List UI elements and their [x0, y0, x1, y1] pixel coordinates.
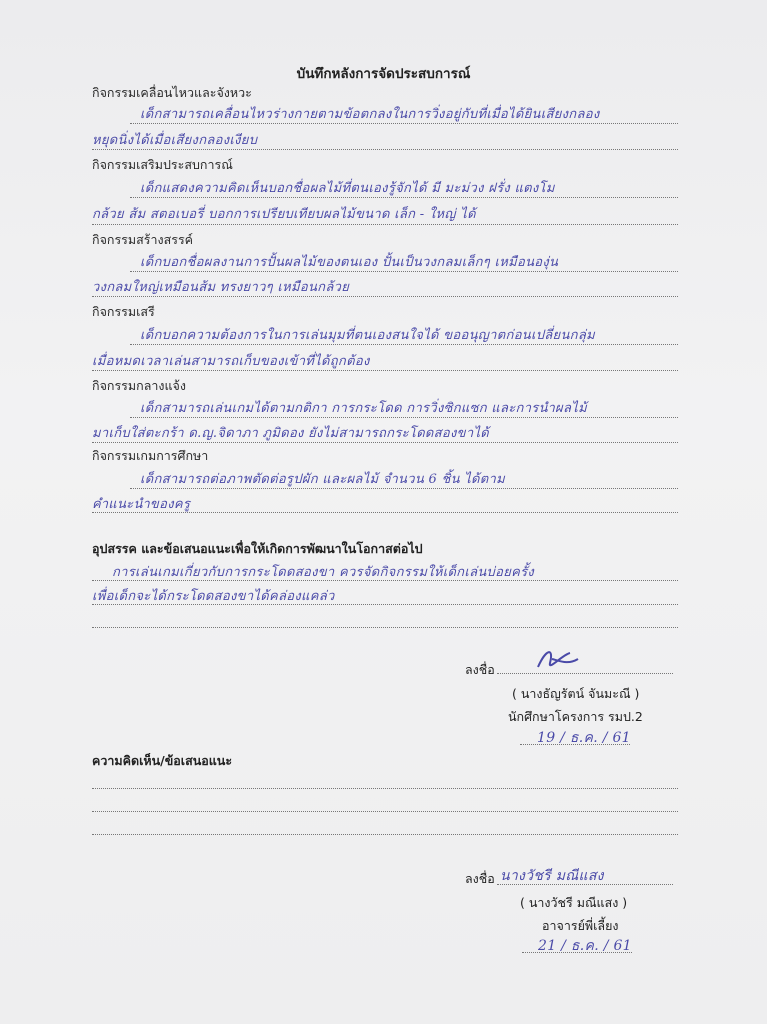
dotted-line — [92, 512, 678, 513]
dotted-line — [92, 370, 678, 371]
section-line: เด็กสามารถเคลื่อนไหวร่างกายตามข้อตกลงในการวิ่งอยู่กับที่เมื่อได้ยินเสียงกลอง — [140, 107, 600, 122]
dotted-line — [130, 271, 678, 272]
obstacles-line: การเล่นเกมเกี่ยวกับการกระโดดสองขา ควรจัดกิจกรรมให้เด็กเล่นบ่อยครั้ง — [112, 565, 535, 580]
section-line: วงกลมใหญ่เหมือนส้ม ทรงยาวๆ เหมือนกล้วย — [92, 280, 350, 295]
dotted-line — [92, 296, 678, 297]
section-line: เด็กบอกชื่อผลงานการปั้นผลไม้ของตนเอง ปั้นเป็นวงกลมเล็กๆ เหมือนองุ่น — [140, 255, 559, 270]
section-heading-movement: กิจกรรมเคลื่อนไหวและจังหวะ — [92, 85, 252, 100]
dotted-line — [522, 952, 632, 953]
obstacles-heading: อุปสรรค และข้อเสนอแนะเพื่อให้เกิดการพัฒนาในโอกาสต่อไป — [92, 541, 423, 556]
signer-name: ( นางธัญรัตน์ จันมะณี ) — [512, 686, 640, 701]
dotted-line — [92, 149, 678, 150]
section-line: เมื่อหมดเวลาเล่นสามารถเก็บของเข้าที่ได้ถูกต้อง — [92, 354, 370, 369]
obstacles-line: เพื่อเด็กจะได้กระโดดสองขาได้คล่องแคล่ว — [92, 589, 335, 604]
section-heading-creative: กิจกรรมสร้างสรรค์ — [92, 232, 194, 247]
signer-name: ( นางวัชรี มณีแสง ) — [520, 895, 628, 910]
dotted-line — [130, 417, 678, 418]
dotted-line — [520, 744, 630, 745]
dotted-line — [92, 811, 678, 812]
page-title: บันทึกหลังการจัดประสบการณ์ — [296, 66, 471, 82]
signer-position: อาจารย์พี่เลี้ยง — [542, 918, 619, 933]
section-heading-educational-game: กิจกรรมเกมการศึกษา — [92, 448, 209, 463]
signature-label: ลงชื่อ — [465, 871, 495, 886]
section-line: มาเก็บใส่ตะกร้า ด.ญ.จิดาภา ภูมิดอง ยังไม่สามารถกระโดดสองขาได้ — [92, 426, 490, 441]
dotted-line — [92, 627, 678, 628]
signature-line — [497, 673, 673, 674]
dotted-line — [92, 580, 678, 581]
dotted-line — [130, 488, 678, 489]
section-heading-experience: กิจกรรมเสริมประสบการณ์ — [92, 157, 233, 172]
dotted-line — [92, 442, 678, 443]
signer-position: นักศึกษาโครงการ รมป.2 — [508, 709, 643, 724]
dotted-line — [130, 123, 678, 124]
section-heading-free-play: กิจกรรมเสรี — [92, 304, 155, 319]
section-line: เด็กบอกความต้องการในการเล่นมุมที่ตนเองสนใจได้ ขออนุญาตก่อนเปลี่ยนกลุ่ม — [140, 328, 595, 343]
dotted-line — [92, 224, 678, 225]
handwritten-signature-name: นางวัชรี มณีแสง — [500, 868, 604, 884]
section-line: เด็กสามารถเล่นเกมได้ตามกติกา การกระโดด การวิ่งซิกแซก และการนำผลไม้ — [140, 401, 587, 416]
dotted-line — [92, 834, 678, 835]
comments-heading: ความคิดเห็น/ข้อเสนอแนะ — [92, 753, 233, 768]
signature-label: ลงชื่อ — [465, 662, 495, 677]
section-line: เด็กแสดงความคิดเห็นบอกชื่อผลไม้ที่ตนเองรู้จักได้ มี มะม่วง ฝรั่ง แตงโม — [140, 181, 555, 196]
handwritten-signature — [532, 645, 582, 673]
dotted-line — [92, 604, 678, 605]
dotted-line — [130, 344, 678, 345]
dotted-line — [92, 788, 678, 789]
section-line: เด็กสามารถต่อภาพตัดต่อรูปผัก และผลไม้ จำนวน 6 ชิ้น ได้ตาม — [140, 472, 506, 487]
section-line: กล้วย ส้ม สตอเบอรี่ บอกการเปรียบเทียบผลไม้ขนาด เล็ก - ใหญ่ ได้ — [92, 207, 476, 222]
signature-date: 21 / ธ.ค. / 61 — [538, 938, 632, 954]
signature-line — [497, 884, 673, 885]
section-line: คำแนะนำของครู — [92, 497, 191, 512]
dotted-line — [130, 197, 678, 198]
signature-date: 19 / ธ.ค. / 61 — [537, 730, 631, 746]
section-heading-outdoor: กิจกรรมกลางแจ้ง — [92, 378, 186, 393]
section-line: หยุดนิ่งได้เมื่อเสียงกลองเงียบ — [92, 133, 258, 148]
